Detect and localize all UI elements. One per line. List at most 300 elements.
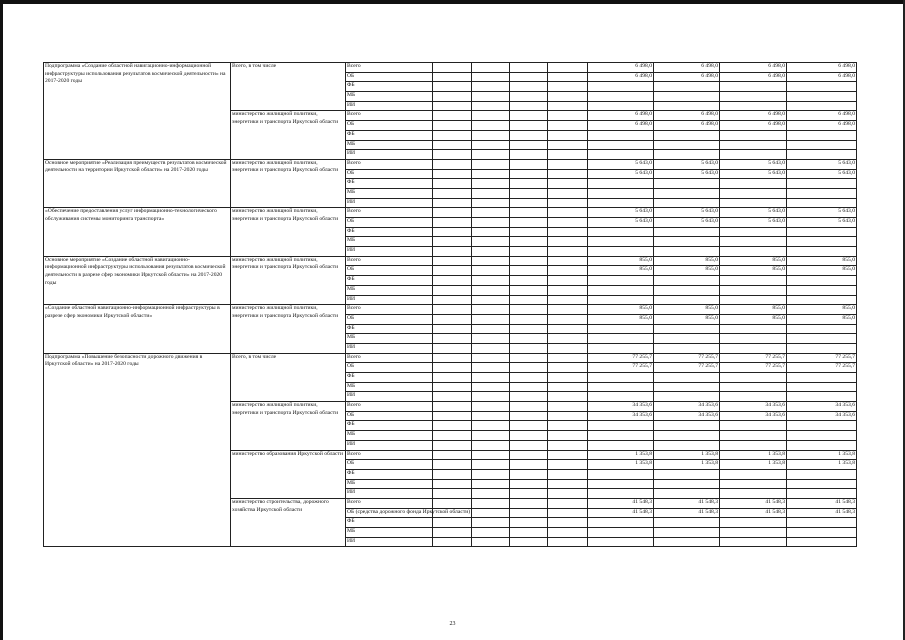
amount-cell bbox=[654, 188, 720, 198]
executor-cell: министерство жилищной политики, энергетики и транспорта Иркутской области bbox=[231, 402, 346, 450]
funding-source-cell: Всего bbox=[346, 305, 433, 315]
empty-cell bbox=[510, 305, 548, 315]
scan-border-top bbox=[0, 0, 905, 4]
funding-source-cell: ФБ bbox=[346, 130, 433, 140]
empty-cell bbox=[548, 373, 588, 383]
amount-cell bbox=[787, 382, 857, 392]
empty-cell bbox=[510, 334, 548, 344]
empty-cell bbox=[472, 295, 510, 305]
amount-cell bbox=[654, 198, 720, 208]
amount-cell bbox=[588, 421, 654, 431]
empty-cell bbox=[472, 508, 510, 518]
amount-cell bbox=[720, 324, 787, 334]
table-row bbox=[44, 208, 857, 218]
amount-cell bbox=[720, 247, 787, 257]
empty-cell bbox=[510, 421, 548, 431]
amount-cell: 6 498,0 bbox=[588, 72, 654, 82]
empty-cell bbox=[472, 440, 510, 450]
amount-cell bbox=[588, 537, 654, 547]
amount-cell bbox=[588, 150, 654, 160]
empty-cell bbox=[510, 411, 548, 421]
empty-cell bbox=[433, 247, 472, 257]
empty-cell bbox=[548, 353, 588, 363]
empty-cell bbox=[433, 334, 472, 344]
amount-cell bbox=[654, 82, 720, 92]
amount-cell: 6 498,0 bbox=[720, 121, 787, 131]
empty-cell bbox=[510, 479, 548, 489]
empty-cell bbox=[510, 508, 548, 518]
empty-cell bbox=[433, 198, 472, 208]
empty-cell bbox=[548, 159, 588, 169]
amount-cell bbox=[654, 140, 720, 150]
empty-cell bbox=[510, 537, 548, 547]
empty-cell bbox=[433, 63, 472, 73]
funding-source-cell: ИИ bbox=[346, 101, 433, 111]
amount-cell: 5 643,0 bbox=[654, 159, 720, 169]
amount-cell bbox=[720, 130, 787, 140]
executor-cell: министерство жилищной политики, энергетики и транспорта Иркутской области bbox=[231, 208, 346, 256]
empty-cell bbox=[472, 121, 510, 131]
empty-cell bbox=[548, 528, 588, 538]
amount-cell: 77 255,7 bbox=[588, 363, 654, 373]
empty-cell bbox=[472, 256, 510, 266]
funding-source-cell: ИИ bbox=[346, 489, 433, 499]
amount-cell: 1 353,8 bbox=[787, 460, 857, 470]
empty-cell bbox=[548, 266, 588, 276]
empty-cell bbox=[472, 208, 510, 218]
amount-cell bbox=[654, 382, 720, 392]
amount-cell bbox=[588, 276, 654, 286]
amount-cell bbox=[787, 431, 857, 441]
amount-cell: 5 643,0 bbox=[787, 159, 857, 169]
amount-cell: 6 498,0 bbox=[787, 63, 857, 73]
amount-cell: 5 643,0 bbox=[720, 218, 787, 228]
empty-cell bbox=[472, 343, 510, 353]
amount-cell: 41 548,3 bbox=[588, 498, 654, 508]
empty-cell bbox=[433, 208, 472, 218]
empty-cell bbox=[433, 130, 472, 140]
amount-cell bbox=[787, 247, 857, 257]
empty-cell bbox=[510, 130, 548, 140]
amount-cell bbox=[588, 295, 654, 305]
empty-cell bbox=[548, 63, 588, 73]
amount-cell: 77 255,7 bbox=[654, 353, 720, 363]
amount-cell bbox=[720, 295, 787, 305]
empty-cell bbox=[472, 237, 510, 247]
amount-cell bbox=[588, 227, 654, 237]
funding-source-cell: МБ bbox=[346, 285, 433, 295]
amount-cell: 34 353,6 bbox=[720, 402, 787, 412]
amount-cell: 5 643,0 bbox=[720, 208, 787, 218]
table-row bbox=[44, 159, 857, 169]
amount-cell: 855,0 bbox=[720, 305, 787, 315]
amount-cell: 1 353,8 bbox=[654, 460, 720, 470]
amount-cell: 6 498,0 bbox=[720, 111, 787, 121]
amount-cell: 6 498,0 bbox=[654, 111, 720, 121]
empty-cell bbox=[548, 188, 588, 198]
empty-cell bbox=[548, 324, 588, 334]
amount-cell: 34 353,6 bbox=[787, 402, 857, 412]
empty-cell bbox=[472, 363, 510, 373]
amount-cell bbox=[654, 373, 720, 383]
empty-cell bbox=[510, 266, 548, 276]
amount-cell: 855,0 bbox=[588, 266, 654, 276]
amount-cell: 5 643,0 bbox=[787, 218, 857, 228]
empty-cell bbox=[472, 72, 510, 82]
empty-cell bbox=[548, 489, 588, 499]
empty-cell bbox=[510, 63, 548, 73]
empty-cell bbox=[433, 373, 472, 383]
empty-cell bbox=[510, 402, 548, 412]
amount-cell bbox=[787, 101, 857, 111]
empty-cell bbox=[433, 440, 472, 450]
amount-cell bbox=[720, 227, 787, 237]
empty-cell bbox=[510, 373, 548, 383]
empty-cell bbox=[510, 188, 548, 198]
empty-cell bbox=[510, 218, 548, 228]
funding-source-cell: МБ bbox=[346, 188, 433, 198]
amount-cell bbox=[787, 479, 857, 489]
amount-cell bbox=[720, 440, 787, 450]
empty-cell bbox=[472, 276, 510, 286]
empty-cell bbox=[472, 489, 510, 499]
empty-cell bbox=[548, 479, 588, 489]
amount-cell bbox=[720, 528, 787, 538]
empty-cell bbox=[510, 528, 548, 538]
funding-source-cell: МБ bbox=[346, 479, 433, 489]
amount-cell bbox=[787, 324, 857, 334]
empty-cell bbox=[510, 392, 548, 402]
empty-cell bbox=[548, 130, 588, 140]
funding-source-cell: ФБ bbox=[346, 179, 433, 189]
amount-cell bbox=[720, 140, 787, 150]
empty-cell bbox=[510, 285, 548, 295]
amount-cell: 6 498,0 bbox=[654, 63, 720, 73]
executor-cell: министерство жилищной политики, энергетики и транспорта Иркутской области bbox=[231, 305, 346, 353]
page-number: 23 bbox=[449, 621, 456, 627]
amount-cell bbox=[787, 373, 857, 383]
table-row bbox=[44, 63, 857, 73]
empty-cell bbox=[433, 382, 472, 392]
empty-cell bbox=[548, 92, 588, 102]
amount-cell: 41 548,3 bbox=[654, 498, 720, 508]
empty-cell bbox=[472, 101, 510, 111]
funding-source-cell: МБ bbox=[346, 334, 433, 344]
empty-cell bbox=[510, 363, 548, 373]
executor-cell: министерство жилищной политики, энергетики и транспорта Иркутской области bbox=[231, 159, 346, 207]
amount-cell bbox=[588, 285, 654, 295]
amount-cell: 77 255,7 bbox=[787, 353, 857, 363]
empty-cell bbox=[548, 111, 588, 121]
amount-cell bbox=[787, 469, 857, 479]
empty-cell bbox=[433, 276, 472, 286]
funding-source-cell: ОБ bbox=[346, 363, 433, 373]
funding-source-cell: ОБ bbox=[346, 411, 433, 421]
empty-cell bbox=[433, 411, 472, 421]
empty-cell bbox=[433, 295, 472, 305]
funding-source-cell: Всего bbox=[346, 353, 433, 363]
amount-cell bbox=[787, 295, 857, 305]
empty-cell bbox=[433, 489, 472, 499]
amount-cell: 6 498,0 bbox=[588, 121, 654, 131]
empty-cell bbox=[472, 334, 510, 344]
amount-cell: 5 643,0 bbox=[588, 169, 654, 179]
scan-border-left bbox=[0, 0, 3, 640]
amount-cell bbox=[787, 343, 857, 353]
measure-description-cell: «Обеспечение предоставления услуг информационно-технологического обслуживания системы мониторинга транспорта» bbox=[44, 208, 231, 256]
empty-cell bbox=[472, 247, 510, 257]
amount-cell bbox=[654, 469, 720, 479]
amount-cell bbox=[654, 431, 720, 441]
amount-cell: 1 353,8 bbox=[588, 450, 654, 460]
empty-cell bbox=[472, 314, 510, 324]
measure-description-cell: Подпрограмма «Повышение безопасности дорожного движения в Иркутской области» на 2017-2020 годы bbox=[44, 353, 231, 547]
empty-cell bbox=[548, 208, 588, 218]
amount-cell: 6 498,0 bbox=[787, 72, 857, 82]
amount-cell bbox=[720, 373, 787, 383]
empty-cell bbox=[472, 150, 510, 160]
funding-source-cell: ФБ bbox=[346, 421, 433, 431]
empty-cell bbox=[472, 537, 510, 547]
amount-cell: 6 498,0 bbox=[654, 121, 720, 131]
empty-cell bbox=[472, 285, 510, 295]
amount-cell: 855,0 bbox=[720, 266, 787, 276]
amount-cell bbox=[588, 140, 654, 150]
amount-cell: 6 498,0 bbox=[588, 63, 654, 73]
amount-cell: 5 643,0 bbox=[588, 159, 654, 169]
amount-cell bbox=[720, 237, 787, 247]
budget-table bbox=[43, 62, 857, 547]
empty-cell bbox=[510, 227, 548, 237]
empty-cell bbox=[433, 121, 472, 131]
empty-cell bbox=[510, 101, 548, 111]
amount-cell bbox=[654, 489, 720, 499]
empty-cell bbox=[548, 285, 588, 295]
amount-cell bbox=[588, 92, 654, 102]
amount-cell bbox=[654, 479, 720, 489]
empty-cell bbox=[472, 92, 510, 102]
amount-cell: 855,0 bbox=[654, 256, 720, 266]
amount-cell: 855,0 bbox=[654, 266, 720, 276]
empty-cell bbox=[510, 140, 548, 150]
amount-cell bbox=[654, 295, 720, 305]
amount-cell: 41 548,3 bbox=[588, 508, 654, 518]
empty-cell bbox=[433, 140, 472, 150]
empty-cell bbox=[510, 440, 548, 450]
amount-cell: 1 353,8 bbox=[654, 450, 720, 460]
amount-cell bbox=[720, 101, 787, 111]
empty-cell bbox=[510, 518, 548, 528]
empty-cell bbox=[433, 537, 472, 547]
empty-cell bbox=[548, 179, 588, 189]
empty-cell bbox=[548, 392, 588, 402]
amount-cell bbox=[787, 227, 857, 237]
empty-cell bbox=[510, 460, 548, 470]
amount-cell bbox=[654, 101, 720, 111]
amount-cell: 6 498,0 bbox=[787, 111, 857, 121]
empty-cell bbox=[433, 237, 472, 247]
empty-cell bbox=[510, 82, 548, 92]
amount-cell bbox=[654, 227, 720, 237]
empty-cell bbox=[548, 72, 588, 82]
funding-source-cell: ФБ bbox=[346, 324, 433, 334]
empty-cell bbox=[548, 150, 588, 160]
empty-cell bbox=[433, 266, 472, 276]
funding-source-cell: ИИ bbox=[346, 440, 433, 450]
amount-cell bbox=[588, 188, 654, 198]
amount-cell bbox=[720, 343, 787, 353]
empty-cell bbox=[510, 489, 548, 499]
empty-cell bbox=[510, 382, 548, 392]
amount-cell bbox=[720, 489, 787, 499]
empty-cell bbox=[472, 469, 510, 479]
amount-cell: 5 643,0 bbox=[654, 208, 720, 218]
amount-cell: 41 548,3 bbox=[654, 508, 720, 518]
empty-cell bbox=[433, 305, 472, 315]
empty-cell bbox=[548, 440, 588, 450]
empty-cell bbox=[510, 72, 548, 82]
amount-cell: 1 353,8 bbox=[720, 450, 787, 460]
amount-cell: 77 255,7 bbox=[654, 363, 720, 373]
amount-cell: 5 643,0 bbox=[787, 208, 857, 218]
amount-cell bbox=[787, 237, 857, 247]
empty-cell bbox=[433, 353, 472, 363]
empty-cell bbox=[472, 479, 510, 489]
empty-cell bbox=[472, 460, 510, 470]
amount-cell bbox=[787, 334, 857, 344]
amount-cell bbox=[787, 130, 857, 140]
funding-source-cell: ИИ bbox=[346, 150, 433, 160]
empty-cell bbox=[548, 363, 588, 373]
empty-cell bbox=[433, 314, 472, 324]
amount-cell bbox=[654, 528, 720, 538]
empty-cell bbox=[472, 402, 510, 412]
empty-cell bbox=[472, 218, 510, 228]
funding-source-cell: ОБ (средства дорожного фонда Иркутской области) bbox=[346, 508, 433, 518]
funding-source-cell: Всего bbox=[346, 208, 433, 218]
amount-cell bbox=[654, 537, 720, 547]
empty-cell bbox=[548, 537, 588, 547]
empty-cell bbox=[472, 159, 510, 169]
amount-cell: 1 353,8 bbox=[720, 460, 787, 470]
funding-source-cell: ИИ bbox=[346, 343, 433, 353]
amount-cell: 6 498,0 bbox=[588, 111, 654, 121]
amount-cell bbox=[654, 92, 720, 102]
empty-cell bbox=[472, 353, 510, 363]
empty-cell bbox=[472, 324, 510, 334]
funding-source-cell: МБ bbox=[346, 92, 433, 102]
empty-cell bbox=[510, 343, 548, 353]
amount-cell bbox=[654, 247, 720, 257]
empty-cell bbox=[472, 528, 510, 538]
empty-cell bbox=[433, 111, 472, 121]
amount-cell bbox=[588, 489, 654, 499]
empty-cell bbox=[510, 276, 548, 286]
empty-cell bbox=[510, 498, 548, 508]
amount-cell bbox=[654, 518, 720, 528]
empty-cell bbox=[510, 208, 548, 218]
amount-cell: 34 353,6 bbox=[654, 411, 720, 421]
executor-cell: министерство строительства, дорожного хозяйства Иркутской области bbox=[231, 498, 346, 546]
amount-cell bbox=[588, 101, 654, 111]
empty-cell bbox=[433, 450, 472, 460]
amount-cell: 41 548,3 bbox=[787, 508, 857, 518]
empty-cell bbox=[510, 159, 548, 169]
empty-cell bbox=[433, 392, 472, 402]
amount-cell: 5 643,0 bbox=[654, 218, 720, 228]
empty-cell bbox=[433, 363, 472, 373]
funding-source-cell: ОБ bbox=[346, 121, 433, 131]
empty-cell bbox=[548, 305, 588, 315]
funding-source-cell: ОБ bbox=[346, 72, 433, 82]
amount-cell: 855,0 bbox=[787, 314, 857, 324]
empty-cell bbox=[510, 324, 548, 334]
empty-cell bbox=[548, 334, 588, 344]
empty-cell bbox=[433, 343, 472, 353]
empty-cell bbox=[548, 402, 588, 412]
empty-cell bbox=[510, 179, 548, 189]
empty-cell bbox=[472, 179, 510, 189]
amount-cell bbox=[654, 343, 720, 353]
amount-cell: 855,0 bbox=[720, 256, 787, 266]
amount-cell bbox=[588, 382, 654, 392]
funding-source-cell: ОБ bbox=[346, 266, 433, 276]
amount-cell: 34 353,6 bbox=[787, 411, 857, 421]
amount-cell bbox=[720, 392, 787, 402]
amount-cell: 1 353,8 bbox=[787, 450, 857, 460]
amount-cell bbox=[720, 518, 787, 528]
amount-cell bbox=[654, 324, 720, 334]
funding-source-cell: ИИ bbox=[346, 537, 433, 547]
empty-cell bbox=[433, 218, 472, 228]
amount-cell bbox=[720, 334, 787, 344]
amount-cell bbox=[588, 334, 654, 344]
amount-cell: 6 498,0 bbox=[787, 121, 857, 131]
empty-cell bbox=[472, 198, 510, 208]
executor-cell: министерство жилищной политики, энергетики и транспорта Иркутской области bbox=[231, 111, 346, 159]
amount-cell bbox=[787, 285, 857, 295]
empty-cell bbox=[433, 169, 472, 179]
amount-cell bbox=[654, 392, 720, 402]
empty-cell bbox=[472, 382, 510, 392]
amount-cell bbox=[654, 237, 720, 247]
amount-cell bbox=[720, 537, 787, 547]
funding-source-cell: МБ bbox=[346, 382, 433, 392]
funding-source-cell: МБ bbox=[346, 431, 433, 441]
empty-cell bbox=[548, 295, 588, 305]
empty-cell bbox=[548, 382, 588, 392]
amount-cell bbox=[588, 82, 654, 92]
empty-cell bbox=[433, 179, 472, 189]
table-row bbox=[44, 305, 857, 315]
empty-cell bbox=[548, 198, 588, 208]
amount-cell bbox=[720, 469, 787, 479]
amount-cell: 855,0 bbox=[654, 314, 720, 324]
amount-cell bbox=[720, 198, 787, 208]
empty-cell bbox=[472, 518, 510, 528]
amount-cell bbox=[588, 479, 654, 489]
amount-cell: 855,0 bbox=[720, 314, 787, 324]
empty-cell bbox=[433, 431, 472, 441]
amount-cell bbox=[720, 188, 787, 198]
empty-cell bbox=[433, 227, 472, 237]
amount-cell bbox=[654, 130, 720, 140]
executor-cell: министерство образования Иркутской области bbox=[231, 450, 346, 498]
empty-cell bbox=[510, 314, 548, 324]
funding-source-cell: ФБ bbox=[346, 227, 433, 237]
empty-cell bbox=[433, 188, 472, 198]
amount-cell: 41 548,3 bbox=[720, 498, 787, 508]
